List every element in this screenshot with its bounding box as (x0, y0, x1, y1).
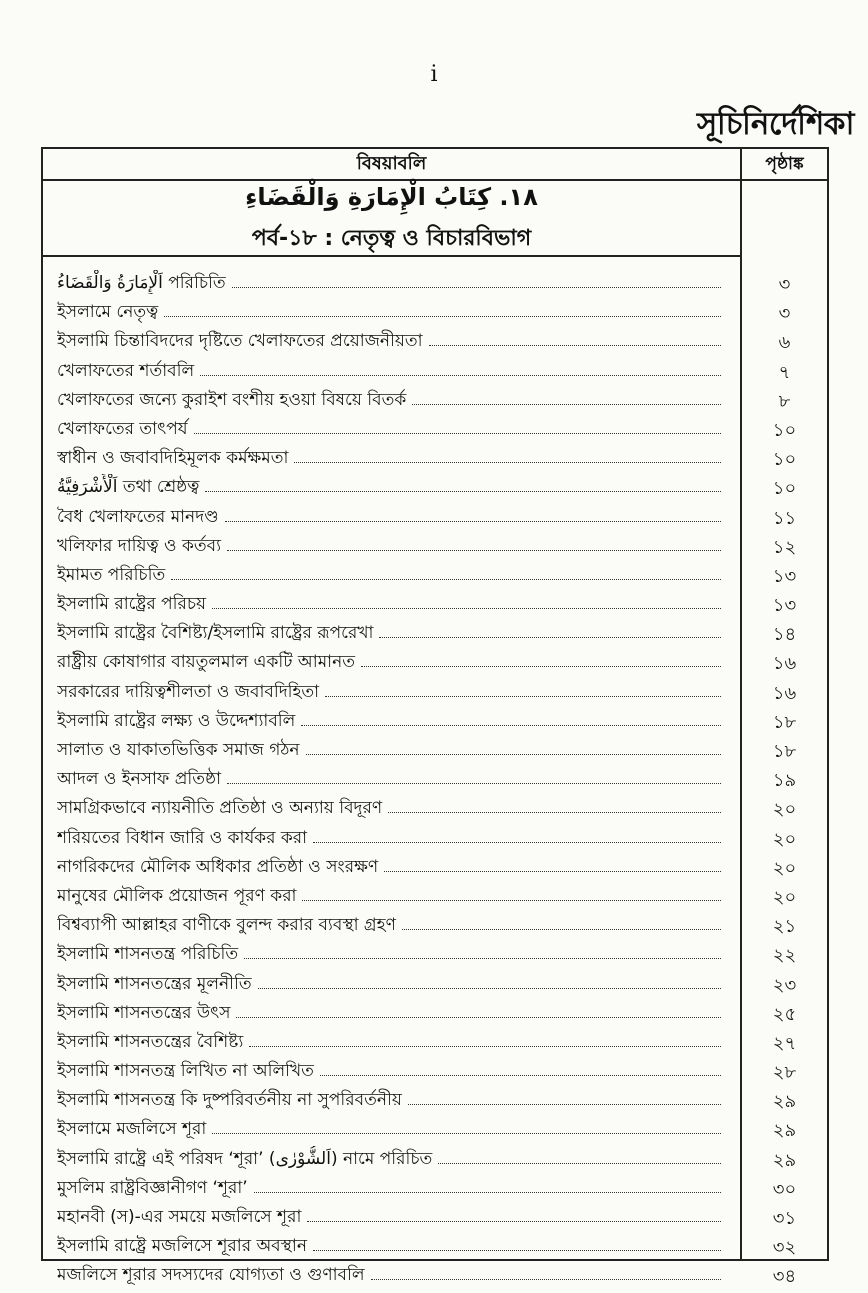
dot-leader (402, 929, 721, 930)
toc-row (43, 588, 827, 617)
toc-page-number: ১৩ (772, 565, 797, 587)
toc-entry (57, 299, 725, 323)
dot-leader (225, 521, 721, 522)
toc-entry (57, 387, 725, 411)
toc-row (43, 559, 827, 588)
toc-row (43, 851, 827, 880)
toc-page-number: ৩ (778, 274, 791, 295)
toc-page-number: ১৮ (772, 711, 797, 733)
dot-leader (249, 1046, 721, 1047)
toc-entry (57, 1087, 725, 1111)
toc-row (43, 1172, 827, 1201)
dot-leader (313, 1250, 721, 1251)
toc-entry (57, 328, 725, 352)
toc-entry (57, 591, 725, 615)
toc-entry (57, 825, 725, 849)
toc-page-number: ২০ (772, 886, 797, 908)
toc-row (43, 676, 827, 705)
toc-page-number: ১৮ (772, 741, 797, 762)
dot-leader (200, 375, 721, 376)
dot-leader (384, 871, 721, 872)
toc-row (43, 938, 827, 967)
toc-entry-title: ইসলামি রাষ্ট্রে মজলিসে শূরার অবস্থান (57, 1236, 307, 1257)
dot-leader (301, 725, 721, 726)
toc-row (43, 822, 827, 851)
toc-row (43, 909, 827, 938)
toc-entry-title: মজলিসে শূরার সদস্যদের যোগ্যতা ও গুণাবলি (57, 1265, 365, 1286)
dot-leader (429, 345, 721, 346)
toc-page-number: ১৬ (772, 653, 797, 675)
toc-row (43, 267, 827, 296)
dot-leader (438, 1163, 721, 1164)
toc-page-number: ১৪ (772, 624, 797, 646)
toc-row (43, 384, 827, 413)
toc-page-number: ২১ (772, 916, 797, 938)
toc-entry (57, 883, 725, 907)
toc-entry-title: ইসলামে নেতৃত্ব (57, 302, 159, 323)
toc-row (43, 997, 827, 1026)
toc-page-number: ১৩ (772, 595, 797, 617)
toc-entry-title: বৈধ খেলাফতের মানদণ্ড (57, 506, 219, 527)
dot-leader (302, 900, 721, 901)
toc-row (43, 880, 827, 909)
toc-row (43, 617, 827, 646)
dot-leader (212, 608, 721, 609)
toc-entry (57, 912, 725, 936)
dot-leader (258, 988, 721, 989)
toc-entry (57, 854, 725, 878)
toc-entry (57, 795, 725, 819)
toc-row (43, 1113, 827, 1142)
toc-page-number: ২৯ (772, 1091, 797, 1113)
dot-leader (227, 783, 721, 784)
toc-page-number: ৩০ (772, 1178, 797, 1200)
toc-entry-title: সালাত ও যাকাতভিত্তিক সমাজ গঠন (57, 740, 300, 760)
toc-entry (57, 737, 725, 761)
toc-row (43, 296, 827, 325)
toc-entry-title: খেলাফতের তাৎপর্য (57, 418, 188, 439)
toc-page-number: ৩ (778, 303, 791, 325)
toc-entry-title: খেলাফতের জন্যে কুরাইশ বংশীয় হওয়া বিষয়ে বিতর্ক (57, 389, 407, 410)
toc-page-number: ২২ (772, 945, 797, 967)
toc-entry-title: اَلْإِمَارَةُ وَالْقَضَاءُ পরিচিতি (57, 273, 226, 293)
toc-row (43, 1201, 827, 1230)
toc-page-number: ২৮ (772, 1062, 797, 1084)
dot-leader (171, 579, 721, 580)
toc-entry-title: শরিয়তের বিধান জারি ও কার্যকর করা (57, 827, 308, 848)
dot-leader (254, 1192, 721, 1193)
toc-row (43, 1259, 827, 1288)
toc-entry (57, 1116, 725, 1140)
toc-row (43, 968, 827, 997)
toc-entry-title: ইসলামি রাষ্ট্রের লক্ষ্য ও উদ্দেশ্যাবলি (57, 710, 296, 731)
dot-leader (164, 316, 721, 317)
toc-entry-title: সরকারের দায়িত্বশীলতা ও জবাবদিহিতা (57, 681, 320, 702)
toc-entry-title: খেলাফতের শর্তাবলি (57, 360, 195, 381)
page-number: i (430, 62, 438, 87)
toc-row (43, 1084, 827, 1113)
toc-entry (57, 620, 725, 644)
toc-entry-title: মহানবী (স)-এর সময়ে মজলিসে শূরা (57, 1207, 302, 1227)
toc-entry-title: ইসলামি শাসনতন্ত্রের উৎস (57, 1002, 231, 1023)
toc-page-number: ২০ (772, 799, 797, 821)
toc-entry (57, 649, 725, 673)
toc-entry-title: আদল ও ইনসাফ প্রতিষ্ঠা (57, 769, 222, 790)
toc-entry-title: ইসলামি শাসনতন্ত্রের মূলনীতি (57, 973, 252, 994)
toc-page-number: ২০ (772, 857, 797, 879)
dot-leader (232, 287, 721, 288)
dot-leader (307, 1221, 721, 1222)
toc-page-number: ২৫ (772, 1003, 797, 1025)
toc-row (43, 501, 827, 530)
toc-entry (57, 708, 725, 732)
toc-entry-title: ইসলামি শাসনতন্ত্রের বৈশিষ্ট্য (57, 1031, 244, 1052)
toc-row (43, 1026, 827, 1055)
contents-table (41, 147, 829, 1288)
toc-entry-title: মুসলিম রাষ্ট্রবিজ্ঞানীগণ ‘শূরা’ (57, 1177, 248, 1198)
toc-row (43, 792, 827, 821)
header-topics: বিষয়াবলি (356, 153, 427, 174)
toc-entry (57, 971, 725, 995)
toc-page-number: ২৩ (772, 974, 797, 996)
toc-page-number: ৮ (778, 390, 791, 412)
toc-entry (57, 1175, 725, 1199)
toc-page-number: ১২ (772, 536, 797, 558)
toc-entry-title: ইসলামি রাষ্ট্রের বৈশিষ্ট্য/ইসলামি রাষ্ট্রের রূপরেখা (57, 623, 374, 644)
dot-leader (379, 637, 721, 638)
toc-page-number: ৭ (778, 361, 791, 383)
toc-page-number: ৩২ (772, 1237, 797, 1259)
toc-entry (57, 416, 725, 440)
toc-entry (57, 358, 725, 382)
toc-row (43, 646, 827, 675)
toc-entry-title: ইসলামি রাষ্ট্রের পরিচয় (57, 594, 207, 615)
toc-entry-title: ইমামত পরিচিতি (57, 564, 166, 585)
toc-row (43, 413, 827, 442)
toc-entry (57, 1029, 725, 1053)
toc-entry (57, 941, 725, 965)
dot-leader (408, 1104, 721, 1105)
toc-page-number: ২৯ (772, 1149, 797, 1171)
toc-entry (57, 1146, 725, 1170)
toc-entry-title: اَلْأَشْرَفِيَّةُ তথা শ্রেষ্ঠত্ব (57, 477, 200, 498)
toc-row (43, 763, 827, 792)
toc-entry-title: ইসলামি শাসনতন্ত্র লিখিত না অলিখিত (57, 1061, 314, 1082)
toc-page-number: ৩১ (772, 1208, 797, 1229)
toc-entry (57, 504, 725, 528)
toc-page-number: ১০ (772, 419, 797, 441)
toc-entry (57, 1204, 725, 1228)
toc-page-number: ২০ (772, 828, 797, 850)
toc-entry (57, 1233, 725, 1257)
dot-leader (227, 550, 721, 551)
toc-page-number: ২৭ (772, 1032, 797, 1054)
toc-entry (57, 1058, 725, 1082)
dot-leader (212, 1133, 721, 1134)
toc-row (43, 325, 827, 354)
dot-leader (194, 433, 721, 434)
toc-entry (57, 562, 725, 586)
section-heading (43, 179, 740, 257)
dot-leader (325, 696, 721, 697)
dot-leader (236, 1017, 721, 1018)
toc-entry-title: স্বাধীন ও জবাবদিহিমূলক কর্মক্ষমতা (57, 448, 289, 469)
toc-entry (57, 1262, 725, 1286)
toc-row (43, 1230, 827, 1259)
toc-row (43, 1055, 827, 1084)
dot-leader (371, 1279, 721, 1280)
toc-page-number: ১০ (772, 478, 797, 500)
toc-page-number: ৬ (778, 332, 791, 354)
dot-leader (320, 1075, 721, 1076)
toc-row (43, 734, 827, 763)
toc-page-number: ১০ (772, 449, 797, 471)
toc-entry-title: রাষ্ট্রীয় কোষাগার বায়তুলমাল একটি আমানত (57, 652, 355, 673)
toc-page-number: ১৬ (772, 682, 797, 704)
toc-page-number: ৩৪ (772, 1266, 797, 1288)
toc-row (43, 471, 827, 500)
toc-row (43, 355, 827, 384)
toc-entry-title: সামগ্রিকভাবে ন্যায়নীতি প্রতিষ্ঠা ও অন্যায় বিদূরণ (57, 798, 383, 819)
dot-leader (361, 666, 721, 667)
toc-entry-title: ইসলামি শাসনতন্ত্র কি দুষ্পরিবর্তনীয় না সুপরিবর্তনীয় (57, 1090, 402, 1111)
section-title: পর্ব-১৮ : নেতৃত্ব ও বিচারবিভাগ (251, 226, 532, 251)
dot-leader (306, 754, 721, 755)
table-header (43, 149, 827, 181)
header-page: পৃষ্ঠাঙ্ক (765, 154, 804, 174)
toc-page-number: ১৯ (772, 770, 797, 792)
toc-entry (57, 766, 725, 790)
dot-leader (244, 958, 721, 959)
dot-leader (205, 491, 721, 492)
toc-entry (57, 270, 725, 294)
dot-leader (388, 812, 721, 813)
toc-entry-title: ইসলামি চিন্তাবিদদের দৃষ্টিতে খেলাফতের প্রয়োজনীয়তা (57, 331, 423, 352)
toc-entry (57, 679, 725, 703)
toc-page-number: ২৯ (772, 1120, 797, 1142)
toc-entry (57, 533, 725, 557)
toc-entry-title: বিশ্বব্যাপী আল্লাহর বাণীকে বুলন্দ করার ব্যবস্থা গ্রহণ (57, 915, 396, 936)
toc-entry (57, 445, 725, 469)
toc-rows (43, 267, 827, 1289)
toc-entry-title: নাগরিকদের মৌলিক অধিকার প্রতিষ্ঠা ও সংরক্ষণ (57, 856, 379, 877)
section-arabic-title: ١٨. كِتَابُ الْإِمَارَةِ وَالْقَضَاءِ (245, 183, 538, 211)
toc-entry-title: ইসলামি শাসনতন্ত্র পরিচিতি (57, 944, 239, 965)
toc-entry-title: খলিফার দায়িত্ব ও কর্তব্য (57, 535, 221, 556)
dot-leader (412, 404, 721, 405)
page-title: সূচিনির্দেশিকা (696, 106, 854, 142)
toc-row (43, 530, 827, 559)
toc-row (43, 705, 827, 734)
toc-page-number: ১১ (772, 507, 797, 529)
dot-leader (313, 842, 721, 843)
toc-entry-title: মানুষের মৌলিক প্রয়োজন পূরণ করা (57, 885, 297, 906)
dot-leader (294, 462, 721, 463)
toc-entry-title: ইসলামি রাষ্ট্রে এই পরিষদ ‘শূরা’ (اَلشُّوْرٰى) নামে পরিচিত (57, 1148, 433, 1169)
toc-row (43, 442, 827, 471)
toc-entry (57, 474, 725, 498)
toc-row (43, 1143, 827, 1172)
toc-entry (57, 1000, 725, 1024)
toc-entry-title: ইসলামে মজলিসে শূরা (57, 1119, 207, 1140)
